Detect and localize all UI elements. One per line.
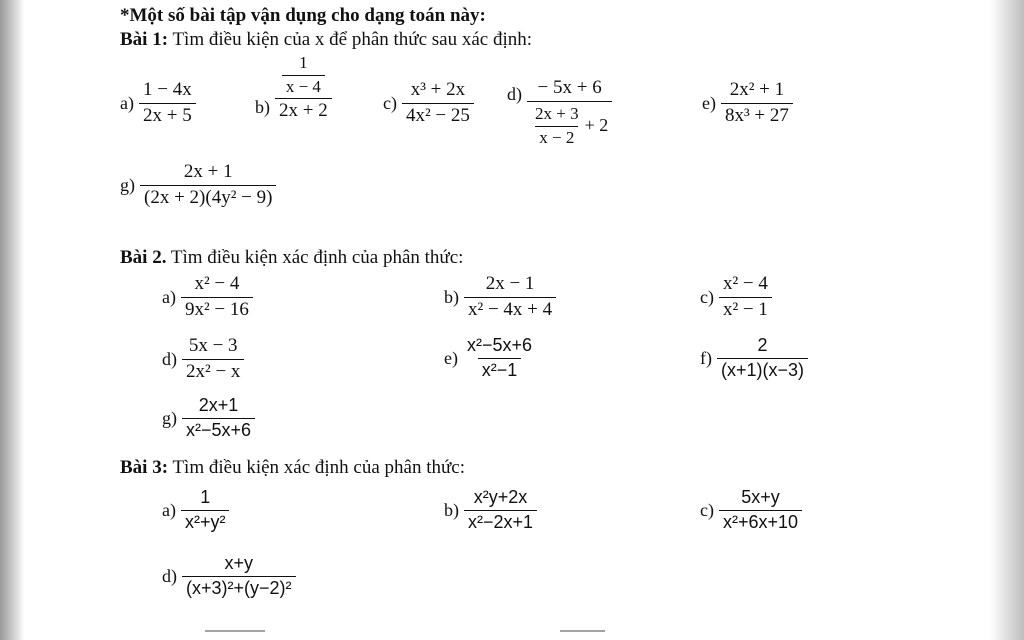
ex1-item-a: a) $\frac{1 - 4x}{2x + 5}$ [120, 80, 196, 127]
cutoff-text-fragment [205, 630, 265, 632]
fraction: $\frac{2x + 1}{\text{(2x + 2)(4y² − 9)}}$ [140, 162, 276, 209]
exercise-2-heading: Bài 2. Tìm điều kiện xác định của phân thức: [120, 247, 464, 268]
fraction: $\frac{5x+y}{\text{x²+6x+10}}$ [719, 488, 802, 533]
fraction: $\frac{\text{x³ + 2x}}{\text{4x² − 25}}$ [402, 80, 474, 127]
exercise-1-heading: Bài 1: Tìm điều kiện của x để phân thức sau xác định: [120, 29, 533, 50]
fraction: $\frac{\text{x² − 4}}{\text{x² − 1}}$ [719, 274, 772, 321]
ex2-item-f: f) $\frac{2}{(x+1)(x-3)}$ [700, 336, 808, 381]
page-edge-shade [990, 0, 1024, 640]
cutoff-text-fragment [560, 630, 605, 632]
ex3-item-c: c) $\frac{5x+y}{\text{x²+6x+10}}$ [700, 488, 802, 533]
ex1-item-g: g) $\frac{2x + 1}{\text{(2x + 2)(4y² − 9)}}$ [120, 162, 276, 209]
fraction: $\frac{x+y}{\text{(x+3)²+(y−2)²}}$ [182, 554, 296, 599]
ex2-item-d: d) $\frac{5x - 3}{\text{2x² − x}}$ [162, 336, 244, 383]
ex2-item-c: c) $\frac{\text{x² − 4}}{\text{x² − 1}}$ [700, 274, 772, 321]
fraction: − 5x + 6 $\frac{2x + 3}{x - 2}$ + 2 [527, 78, 612, 147]
fraction: $\frac{2}{(x+1)(x-3)}$ [717, 336, 808, 381]
fraction: $\frac{1 - 4x}{2x + 5}$ [139, 80, 196, 127]
fraction: $\frac{2x - 1}{\text{x² − 4x + 4}}$ [464, 274, 556, 321]
exercise-3-heading: Bài 3: Tìm điều kiện xác định của phân thức: [120, 457, 466, 478]
fraction: $\frac{\text{2x² + 1}}{\text{8x³ + 27}}$ [721, 80, 793, 127]
ex2-item-g: g) $\frac{2x+1}{\text{x²−5x+6}}$ [162, 396, 255, 441]
ex1-item-c: c) $\frac{\text{x³ + 2x}}{\text{4x² − 25}}$ [383, 80, 474, 127]
ex3-item-a: a) $\frac{1}{\text{x²+y²}}$ [162, 488, 229, 533]
ex3-item-b: b) $\frac{\text{x²y+2x}}{\text{x²−2x+1}}$ [444, 488, 537, 533]
ex1-item-b: b) $\frac{\frac{1}{x - 4}}{2x + 2}$ [255, 54, 332, 122]
fraction: $\frac{\text{x²y+2x}}{\text{x²−2x+1}}$ [464, 488, 537, 533]
page-binding-shadow [0, 0, 24, 640]
fraction: $\frac{5x - 3}{\text{2x² − x}}$ [182, 336, 244, 383]
ex2-item-a: a) $\frac{\text{x² − 4}}{\text{9x² − 16}}$ [162, 274, 253, 321]
nested-fraction: $\frac{1}{x - 4}$ [282, 54, 325, 96]
fraction: $\frac{\text{x² − 4}}{\text{9x² − 16}}$ [181, 274, 253, 321]
ex2-item-b: b) $\frac{2x - 1}{\text{x² − 4x + 4}}$ [444, 274, 556, 321]
fraction: $\frac{2x+1}{\text{x²−5x+6}}$ [182, 396, 255, 441]
page-title: *Một số bài tập vận dụng cho dạng toán này: [120, 5, 486, 26]
nested-fraction: $\frac{2x + 3}{x - 2}$ [535, 103, 579, 147]
fraction: $\frac{\frac{1}{x - 4}}{2x + 2}$ [275, 54, 332, 122]
fraction: $\frac{1}{\text{x²+y²}}$ [181, 488, 230, 533]
ex2-item-e: e) $\frac{\text{x²−5x+6}}{\text{x²−1}}$ [444, 336, 536, 381]
ex3-item-d: d) $\frac{x+y}{\text{(x+3)²+(y−2)²}}$ [162, 554, 296, 599]
fraction: $\frac{\text{x²−5x+6}}{\text{x²−1}}$ [466, 335, 533, 380]
ex1-item-d: d) − 5x + 6 $\frac{2x + 3}{x - 2}$ + 2 [507, 78, 612, 147]
ex1-item-e: e) $\frac{\text{2x² + 1}}{\text{8x³ + 27}}$ [702, 80, 793, 127]
